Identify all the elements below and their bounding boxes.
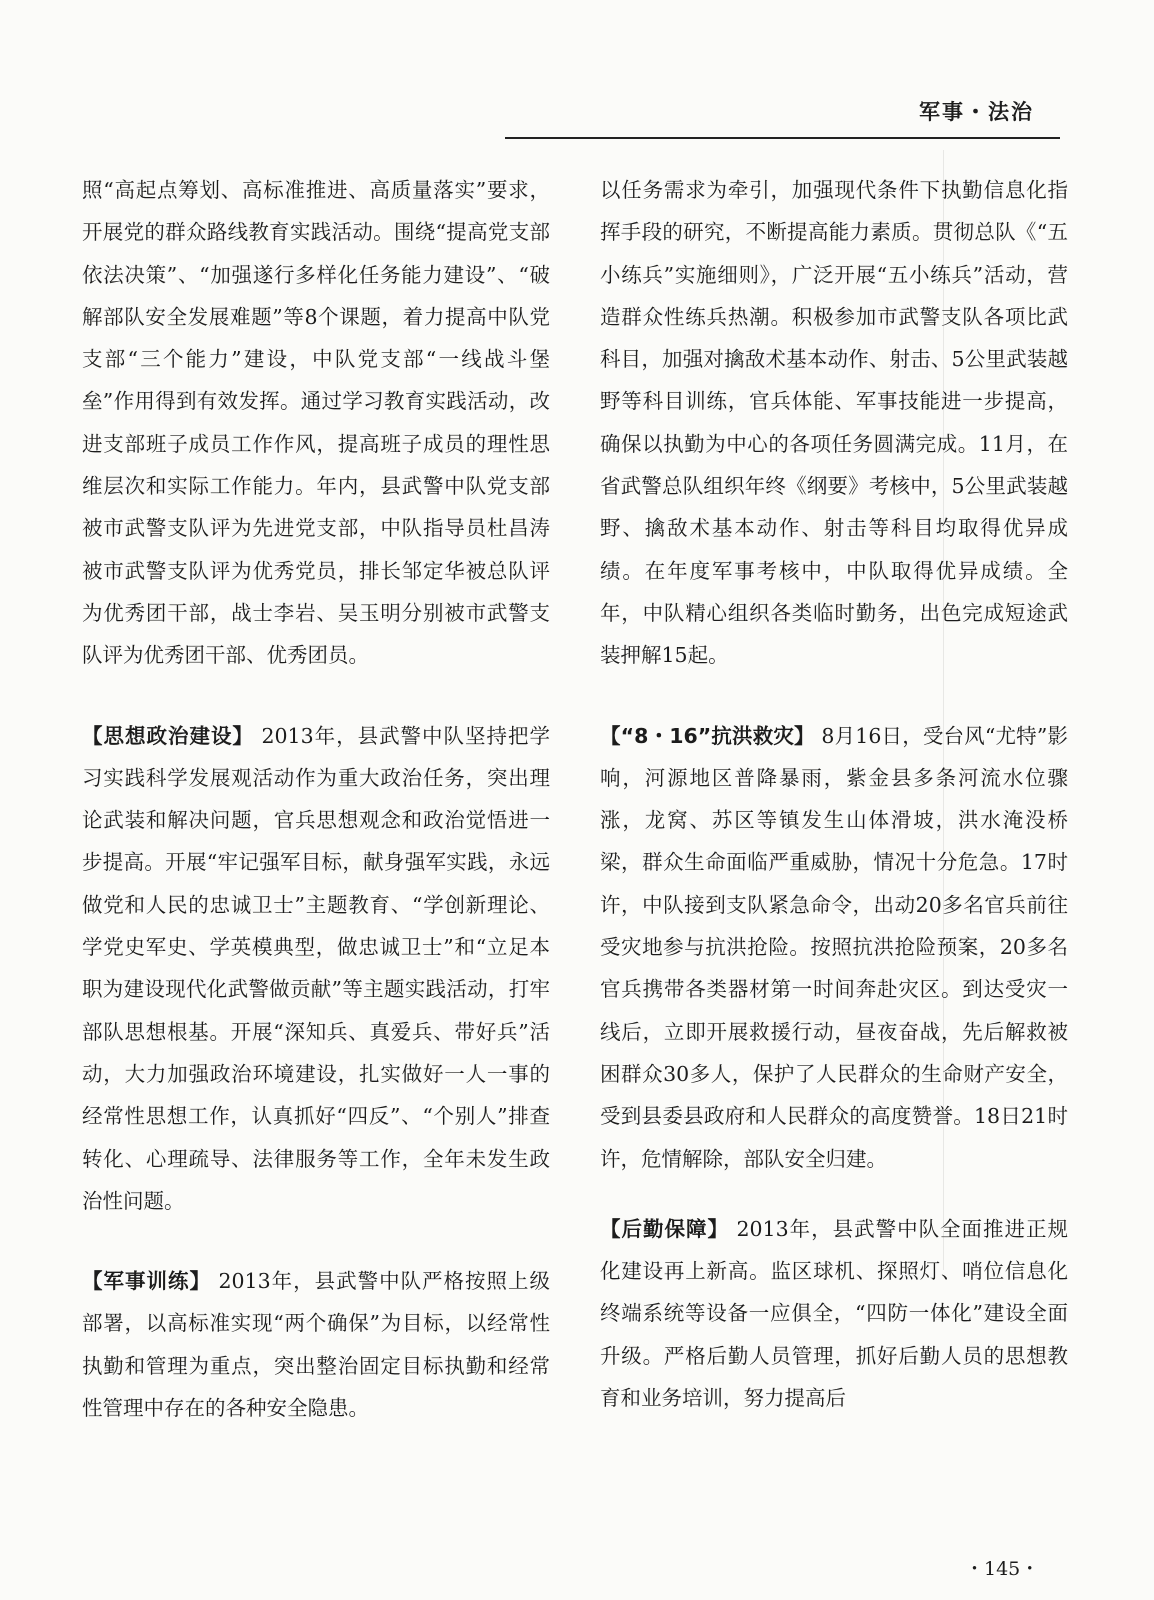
- running-head: 军事・法治: [919, 100, 1034, 124]
- section-title-logistics: 【后勤保障】: [600, 1216, 729, 1241]
- paragraph-training-cont: [600, 169, 1068, 677]
- intro-text: 照“高起点筹划、高标准推进、高质量落实”要求，开展党的群众路线教育实践活动。围绕“提高党支部依法决策”、“加强遂行多样化任务能力建设”、“破解部队安全发展难题”等8个课题，着力提高中队党支部“三个能力”建设，中队党支部“一线战斗堡垒”作用得到有效发挥。通过学习教育实践活动，改进支部班子成员工作作风，提高班子成员的理性思维层次和实际工作能力。年内，县武警中队党支部被市武警支队评为先进党支部，中队指导员杜昌涛被市武警支队评为优秀党员，排长邹定华被总队评为优秀团干部，战士李岩、吴玉明分别被市武警支队评为优秀团干部、优秀团员。: [82, 178, 550, 668]
- paragraph-flood: [600, 715, 1068, 1180]
- section-title-flood: 【“8・16”抗洪救灾】: [600, 723, 815, 748]
- paragraph-intro: [82, 169, 550, 677]
- right-column: [600, 169, 1068, 1419]
- training-text: 2013年，县武警中队严格按照上级部署，以高标准实现“两个确保”为目标，以经常性执勤和管理为重点，突出整治固定目标执勤和经常性管理中存在的各种安全隐患。: [82, 1269, 551, 1421]
- paragraph-logistics: [600, 1208, 1068, 1419]
- left-column: [82, 169, 550, 1429]
- political-text: 2013年，县武警中队坚持把学习实践科学发展观活动作为重大政治任务，突出理论武装和解决问题，官兵思想观念和政治觉悟进一步提高。开展“牢记强军目标，献身强军实践，永远做党和人民的忠诚卫士”主题教育、“学创新理论、学党史军史、学英模典型，做忠诚卫士”和“立足本职为建设现代化武警做贡献”等主题实践活动，打牢部队思想根基。开展“深知兵、真爱兵、带好兵”活动，大力加强政治环境建设，扎实做好一人一事的经常性思想工作，认真抓好“四反”、“个别人”排查转化、心理疏导、法律服务等工作，全年未发生政治性问题。: [82, 723, 550, 1213]
- section-title-training: 【军事训练】: [82, 1269, 211, 1294]
- paragraph-political: [82, 715, 550, 1223]
- paragraph-training: [82, 1260, 550, 1429]
- section-title-political: 【思想政治建设】: [82, 723, 254, 748]
- header-rule: [505, 137, 1060, 139]
- logistics-text: 2013年，县武警中队全面推进正规化建设再上新高。监区球机、探照灯、哨位信息化终端系统等设备一应俱全，“四防一体化”建设全面升级。严格后勤人员管理，抓好后勤人员的思想教育和业务培训，努力提高后: [600, 1216, 1069, 1411]
- page-number: ・145・: [965, 1558, 1040, 1580]
- training-cont-text: 以任务需求为牵引，加强现代条件下执勤信息化指挥手段的研究，不断提高能力素质。贯彻总队《“五小练兵”实施细则》，广泛开展“五小练兵”活动，营造群众性练兵热潮。积极参加市武警支队各项比武科目，加强对擒敌术基本动作、射击、5公里武装越野等科目训练，官兵体能、军事技能进一步提高，确保以执勤为中心的各项任务圆满完成。11月，在省武警总队组织年终《纲要》考核中，5公里武装越野、擒敌术基本动作、射击等科目均取得优异成绩。在年度军事考核中，中队取得优异成绩。全年，中队精心组织各类临时勤务，出色完成短途武装押解15起。: [600, 178, 1068, 668]
- flood-text: 8月16日，受台风“尤特”影响，河源地区普降暴雨，紫金县多条河流水位骤涨，龙窝、苏区等镇发生山体滑坡，洪水淹没桥梁，群众生命面临严重威胁，情况十分危急。17时许，中队接到支队紧急命令，出动20多名官兵前往受灾地参与抗洪抢险。按照抗洪抢险预案，20多名官兵携带各类器材第一时间奔赴灾区。到达受灾一线后，立即开展救援行动，昼夜奋战，先后解救被困群众30多人，保护了人民群众的生命财产安全，受到县委县政府和人民群众的高度赞誉。18日21时许，危情解除，部队安全归建。: [600, 723, 1068, 1171]
